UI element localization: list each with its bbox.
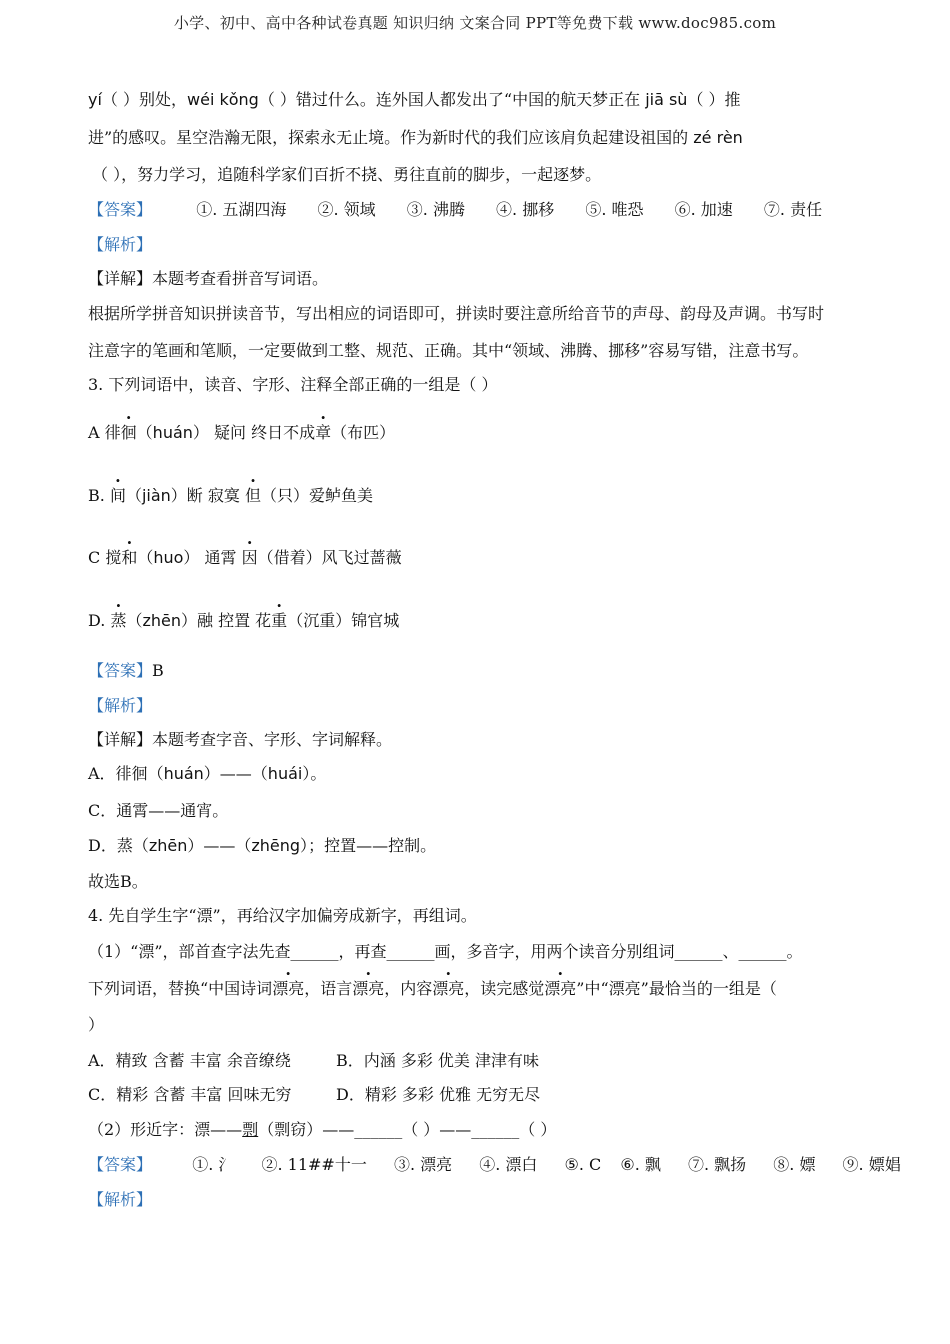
q4-text: ，读完感觉 — [464, 979, 545, 998]
detail-line — [88, 268, 328, 290]
explain-text: —— — [203, 836, 236, 855]
q4-sub1c: ） — [88, 1015, 105, 1034]
option-text: 疑问 终日不成 — [208, 423, 316, 442]
option-b: B．内涵 多彩 优美 津津有味 — [336, 1051, 540, 1070]
option-text: D. — [88, 611, 111, 630]
pinyin: （huán） — [136, 423, 209, 442]
dotted-char: 但 — [244, 486, 261, 505]
answer-item: ③. 沸腾 — [406, 200, 465, 219]
option-text: （布匹） — [331, 423, 396, 442]
answer-item: ⑦. 责任 — [763, 200, 823, 219]
answer-item: ①. 氵 — [192, 1155, 235, 1174]
q3-option-b — [88, 485, 373, 507]
pinyin: （huo） — [137, 548, 200, 567]
answer-item: ⑥. 加速 — [674, 200, 733, 219]
analysis-label: 【解析】 — [88, 235, 153, 254]
q2-answer — [88, 199, 848, 221]
dotted-char: 蒸 — [110, 611, 127, 630]
analysis-label: 【解析】 — [88, 1190, 153, 1209]
q4-text: （剽窃）——______（ ）——______（ ） — [258, 1120, 557, 1139]
pinyin: （zhēng） — [235, 836, 309, 855]
answer-item: ⑥. 飘 — [620, 1155, 661, 1174]
dotted-char: 因 — [241, 548, 258, 567]
option-text: 通霄 — [199, 548, 242, 567]
option-c: C．精彩 含蓄 丰富 回味无穷 — [88, 1085, 292, 1104]
answer-item: ②. 11##十一 — [261, 1155, 367, 1174]
dotted-char: 徊 — [120, 423, 137, 442]
q3-explain-d — [88, 835, 436, 857]
dotted-char: 和 — [121, 548, 138, 567]
q4-sub1b — [88, 978, 777, 1000]
detail-text: 本题考查看拼音写词语。 — [152, 269, 329, 288]
q3-option-c — [88, 547, 402, 569]
q4-text: 下列词语，替换“中国诗词 — [88, 979, 273, 998]
option-text: （沉重）锦官城 — [287, 611, 400, 630]
answer-label: 【答案】 — [88, 200, 153, 219]
answer-item: ⑨. 嫖娼 — [842, 1155, 901, 1174]
pinyin: （huái） — [251, 764, 311, 783]
explain-text: D．蒸 — [88, 836, 133, 855]
option-d: D．精彩 多彩 优雅 无穷无尽 — [336, 1085, 541, 1104]
pinyin: （zhēn） — [126, 611, 197, 630]
pinyin-weikong: wéi kǒng — [187, 90, 259, 109]
option-text: 融 控置 花 — [196, 611, 272, 630]
option-a: A．精致 含蓄 丰富 余音缭绕 — [88, 1051, 291, 1070]
dotted-word: 漂亮 — [432, 979, 465, 998]
pinyin: （jiàn） — [125, 486, 187, 505]
detail-label: 【详解】 — [88, 730, 153, 749]
pinyin-jiasu: jiā sù — [645, 90, 688, 109]
answer-item: ②. 领域 — [317, 200, 376, 219]
detail-line — [88, 729, 392, 751]
pinyin-zeren: zé rèn — [693, 128, 743, 147]
pinyin: （huán） — [147, 764, 220, 783]
dotted-word: 漂亮 — [352, 979, 385, 998]
answer-item: ⑦. 飘扬 — [687, 1155, 747, 1174]
option-text: C 搅 — [88, 548, 122, 567]
detail-text: 本题考查字音、字形、字词解释。 — [152, 730, 393, 749]
q2-text: 进”的感叹。星空浩瀚无限，探索永无止境。作为新时代的我们应该肩负起建设祖国的 — [88, 128, 694, 147]
q2-line-2 — [88, 127, 743, 149]
answer-item: ①. 五湖四海 — [196, 200, 287, 219]
q2-text: （ ）别处， — [101, 90, 188, 109]
option-text: 断 寂寞 — [186, 486, 245, 505]
dotted-char: 间 — [109, 486, 126, 505]
answer-item: ④. 挪移 — [496, 200, 555, 219]
q4-sub1: （1）“漂”，部首查字法先查______，再查______画，多音字，用两个读音分别组词______、______。 — [88, 942, 803, 961]
answer-item: ④. 漂白 — [479, 1155, 538, 1174]
dotted-char: 章 — [315, 423, 332, 442]
pinyin: （zhēn） — [132, 836, 204, 855]
answer-value: B — [152, 661, 164, 680]
dotted-word: 漂亮 — [544, 979, 577, 998]
page-header: 小学、初中、高中各种试卷真题 知识归纳 文案合同 PPT等免费下载 www.doc985.com — [173, 14, 777, 32]
q3-explain-a — [88, 763, 326, 785]
q3-explain-c: C．通霄——通宵。 — [88, 801, 229, 820]
q3-option-d — [88, 610, 399, 632]
answer-item: ③. 漂亮 — [393, 1155, 453, 1174]
q2-paragraph-2: 注意字的笔画和笔顺，一定要做到工整、规范、正确。其中“领域、沸腾、挪移”容易写错，注意书写。 — [88, 341, 809, 360]
dotted-char: 重 — [271, 611, 288, 630]
q3-conclusion: 故选B。 — [88, 872, 148, 891]
underlined-char: 剽 — [242, 1120, 259, 1139]
q2-text: （ ）推 — [687, 90, 741, 109]
q4-stem: 4. 先自学生字“漂”，再给汉字加偏旁成新字，再组词。 — [88, 906, 477, 925]
q4-options-ab — [88, 1050, 539, 1072]
q2-line-1 — [88, 89, 741, 111]
q4-text: ，内容 — [384, 979, 433, 998]
pinyin-yi: yí — [88, 90, 102, 109]
option-text: （只）爱鲈鱼美 — [261, 486, 374, 505]
answer-item: ⑤. 唯恐 — [585, 200, 644, 219]
answer-item: ⑤. C — [564, 1155, 602, 1174]
explain-text: A．徘徊 — [88, 764, 148, 783]
answer-label: 【答案】 — [88, 1155, 153, 1174]
q4-options-cd — [88, 1084, 540, 1106]
option-text: A 徘 — [88, 423, 121, 442]
q2-paragraph-1: 根据所学拼音知识拼读音节，写出相应的词语即可，拼读时要注意所给音节的声母、韵母及声调。书写时 — [88, 304, 825, 323]
q2-text: （ ）错过什么。连外国人都发出了“中国的航天梦正在 — [258, 90, 646, 109]
q3-stem: 3. 下列词语中，读音、字形、注释全部正确的一组是（ ） — [88, 375, 498, 394]
q4-text: ”中“漂亮”最恰当的一组是（ — [576, 979, 777, 998]
q4-sub2 — [88, 1119, 556, 1141]
q4-text: （2）形近字：漂—— — [88, 1120, 243, 1139]
answer-label: 【答案】 — [88, 661, 153, 680]
q4-text: ，语言 — [304, 979, 353, 998]
detail-label: 【详解】 — [88, 269, 153, 288]
analysis-label: 【解析】 — [88, 696, 153, 715]
answer-item: ⑧. 嫖 — [773, 1155, 816, 1174]
explain-text: 。 — [310, 764, 327, 783]
q3-option-a — [88, 422, 395, 444]
q3-answer — [88, 660, 164, 682]
q4-answer — [88, 1154, 901, 1176]
q2-line-3: （ ），努力学习，追随科学家们百折不挠、勇往直前的脚步，一起逐梦。 — [92, 165, 602, 184]
dotted-word: 漂亮 — [272, 979, 305, 998]
option-text: （借着）风飞过蔷薇 — [257, 548, 402, 567]
explain-text: —— — [219, 764, 252, 783]
option-text: B. — [88, 486, 110, 505]
explain-text: ；控置——控制。 — [308, 836, 437, 855]
